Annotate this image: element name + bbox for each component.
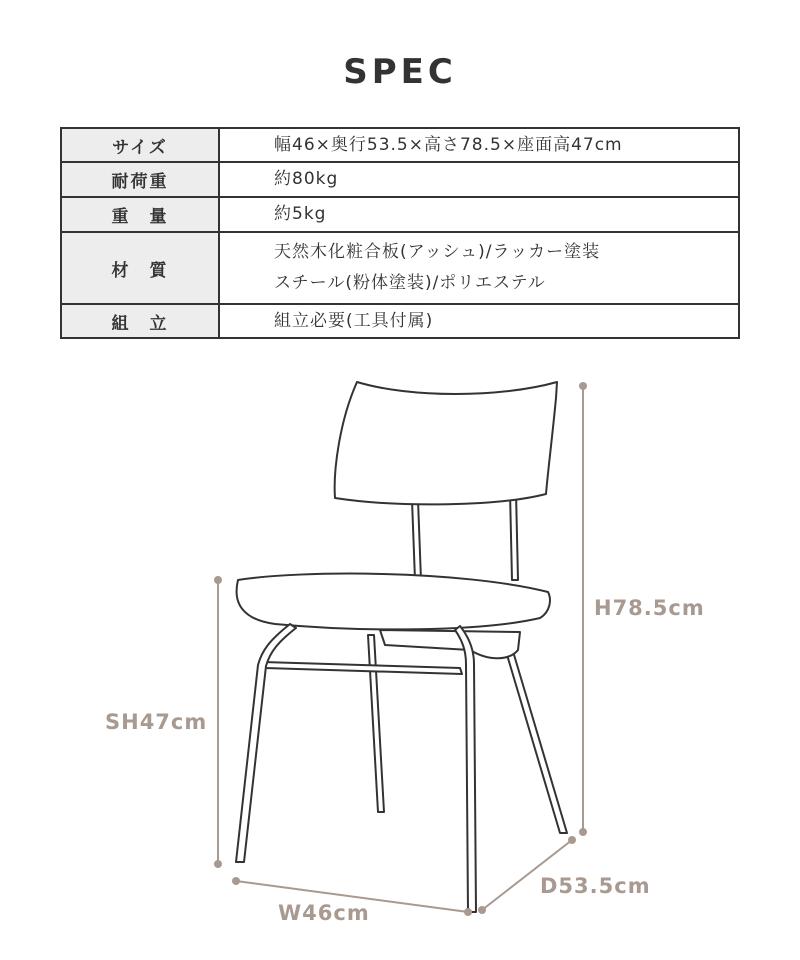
spec-value-line: スチール(粉体塗装)/ポリエステル	[274, 273, 546, 293]
spec-label-load: 耐荷重	[61, 162, 219, 197]
chair-back-upright	[412, 500, 421, 580]
chair-seat	[237, 574, 550, 630]
chair-front-leg	[236, 624, 296, 862]
dimension-end-dot	[464, 908, 472, 916]
dimension-end-dot	[579, 828, 587, 836]
spec-label-material: 材 質	[61, 232, 219, 304]
dimension-end-dot	[214, 576, 222, 584]
chair-backrest	[335, 382, 557, 504]
chair-rear-leg	[505, 648, 567, 833]
spec-value-line: 約80kg	[274, 169, 339, 189]
depth-label: D53.5cm	[540, 874, 651, 898]
height-label: H78.5cm	[594, 596, 705, 620]
chair-illustration	[236, 382, 567, 912]
spec-value-line: 天然木化粧合板(アッシュ)/ラッカー塗装	[274, 242, 601, 262]
seat-height-label: SH47cm	[105, 710, 208, 734]
spec-label-assembly: 組 立	[61, 304, 219, 338]
dimension-end-dot	[568, 836, 576, 844]
dimension-end-dot	[232, 877, 240, 885]
spec-value-line: 幅46×奥行53.5×高さ78.5×座面高47cm	[274, 134, 623, 155]
spec-value-line: 組立必要(工具付属)	[274, 310, 434, 331]
chair-seat-underside	[380, 630, 520, 658]
dimension-end-dot	[478, 906, 486, 914]
chair-rear-leg	[368, 635, 384, 812]
spec-label-size: サイズ	[61, 128, 219, 162]
spec-label-weight: 重 量	[61, 197, 219, 232]
dimension-end-dot	[579, 382, 587, 390]
chair-stretcher	[263, 662, 462, 674]
dimension-end-dot	[214, 860, 222, 868]
width-label: W46cm	[278, 901, 370, 925]
chair-back-upright	[510, 492, 518, 580]
spec-value-line: 約5kg	[274, 204, 327, 224]
page-title: SPEC	[343, 52, 457, 92]
